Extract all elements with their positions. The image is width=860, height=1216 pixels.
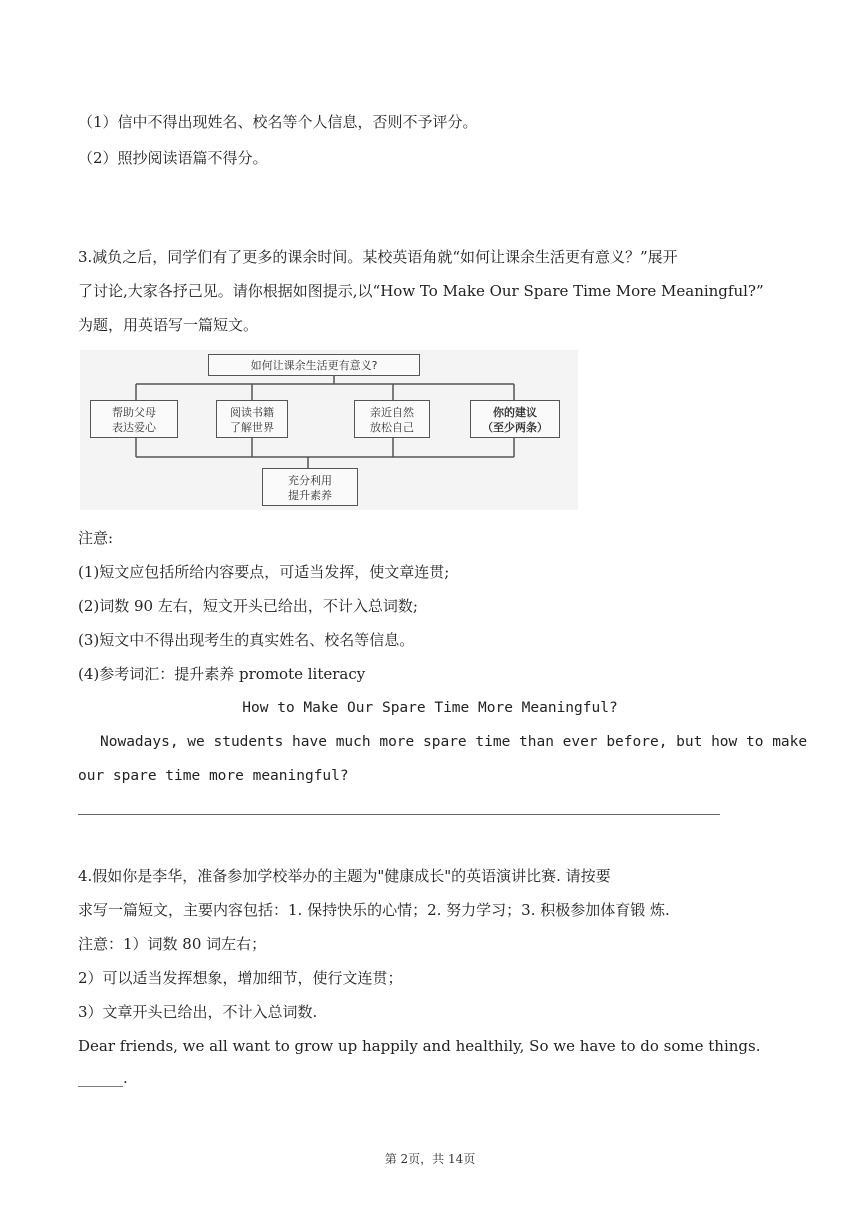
- essay-title: How to Make Our Spare Time More Meaningful?: [242, 700, 618, 716]
- q3-note-heading: 注意:: [78, 529, 114, 547]
- page-footer: 第 2页，共 14页: [384, 1152, 476, 1166]
- q4-note-3: 3）文章开头已给出，不计入总词数.: [78, 1003, 318, 1021]
- q3-prompt-line-2: 了讨论,大家各抒己见。请你根据如图提示,以“How To Make Our Spare Time More Meaningful?”: [78, 282, 764, 300]
- diagram-box-your-suggestion: 你的建议 （至少两条）: [470, 400, 560, 438]
- essay-line-1: Nowadays, we students have much more spare time than ever before, but how to make: [100, 734, 808, 750]
- q3-note-2: (2)词数 90 左右，短文开头已给出，不计入总词数;: [78, 597, 418, 615]
- q4-note-2: 2）可以适当发挥想象，增加细节，使行文连贯；: [78, 969, 403, 987]
- essay-line-2: our spare time more meaningful?: [78, 768, 349, 784]
- q4-blank: ______.: [78, 1069, 128, 1087]
- diagram-bottom-box: 充分利用 提升素养: [262, 468, 358, 506]
- intro-note-2: （2）照抄阅读语篇不得分。: [78, 149, 268, 167]
- q3-note-3: (3)短文中不得出现考生的真实姓名、校名等信息。: [78, 631, 415, 649]
- q4-note-1: 注意：1）词数 80 词左右；: [78, 935, 267, 953]
- diagram-box-help-parents: 帮助父母 表达爱心: [90, 400, 178, 438]
- intro-note-1: （1）信中不得出现姓名、校名等个人信息，否则不予评分。: [78, 113, 478, 131]
- mind-map-diagram: [80, 350, 578, 510]
- q4-opening: Dear friends, we all want to grow up happily and healthily, So we have to do some things.: [78, 1037, 761, 1055]
- diagram-top-box: 如何让课余生活更有意义?: [208, 354, 420, 376]
- diagram-box-read-books: 阅读书籍 了解世界: [216, 400, 288, 438]
- q4-prompt-line-1: 4.假如你是李华，准备参加学校举办的主题为"健康成长"的英语演讲比赛. 请按要: [78, 867, 611, 885]
- q3-note-1: (1)短文应包括所给内容要点，可适当发挥，使文章连贯;: [78, 563, 450, 581]
- q4-prompt-line-2: 求写一篇短文，主要内容包括：1. 保持快乐的心情；2. 努力学习；3. 积极参加体育锻 炼.: [78, 901, 670, 919]
- q3-prompt-line-3: 为题，用英语写一篇短文。: [78, 316, 259, 334]
- diagram-box-nature: 亲近自然 放松自己: [354, 400, 430, 438]
- q3-prompt-line-1: 3.减负之后，同学们有了更多的课余时间。某校英语角就“如何让课余生活更有意义？”展开: [78, 248, 678, 266]
- answer-line: [78, 814, 720, 815]
- q3-note-4: (4)参考词汇：提升素养 promote literacy: [78, 665, 366, 683]
